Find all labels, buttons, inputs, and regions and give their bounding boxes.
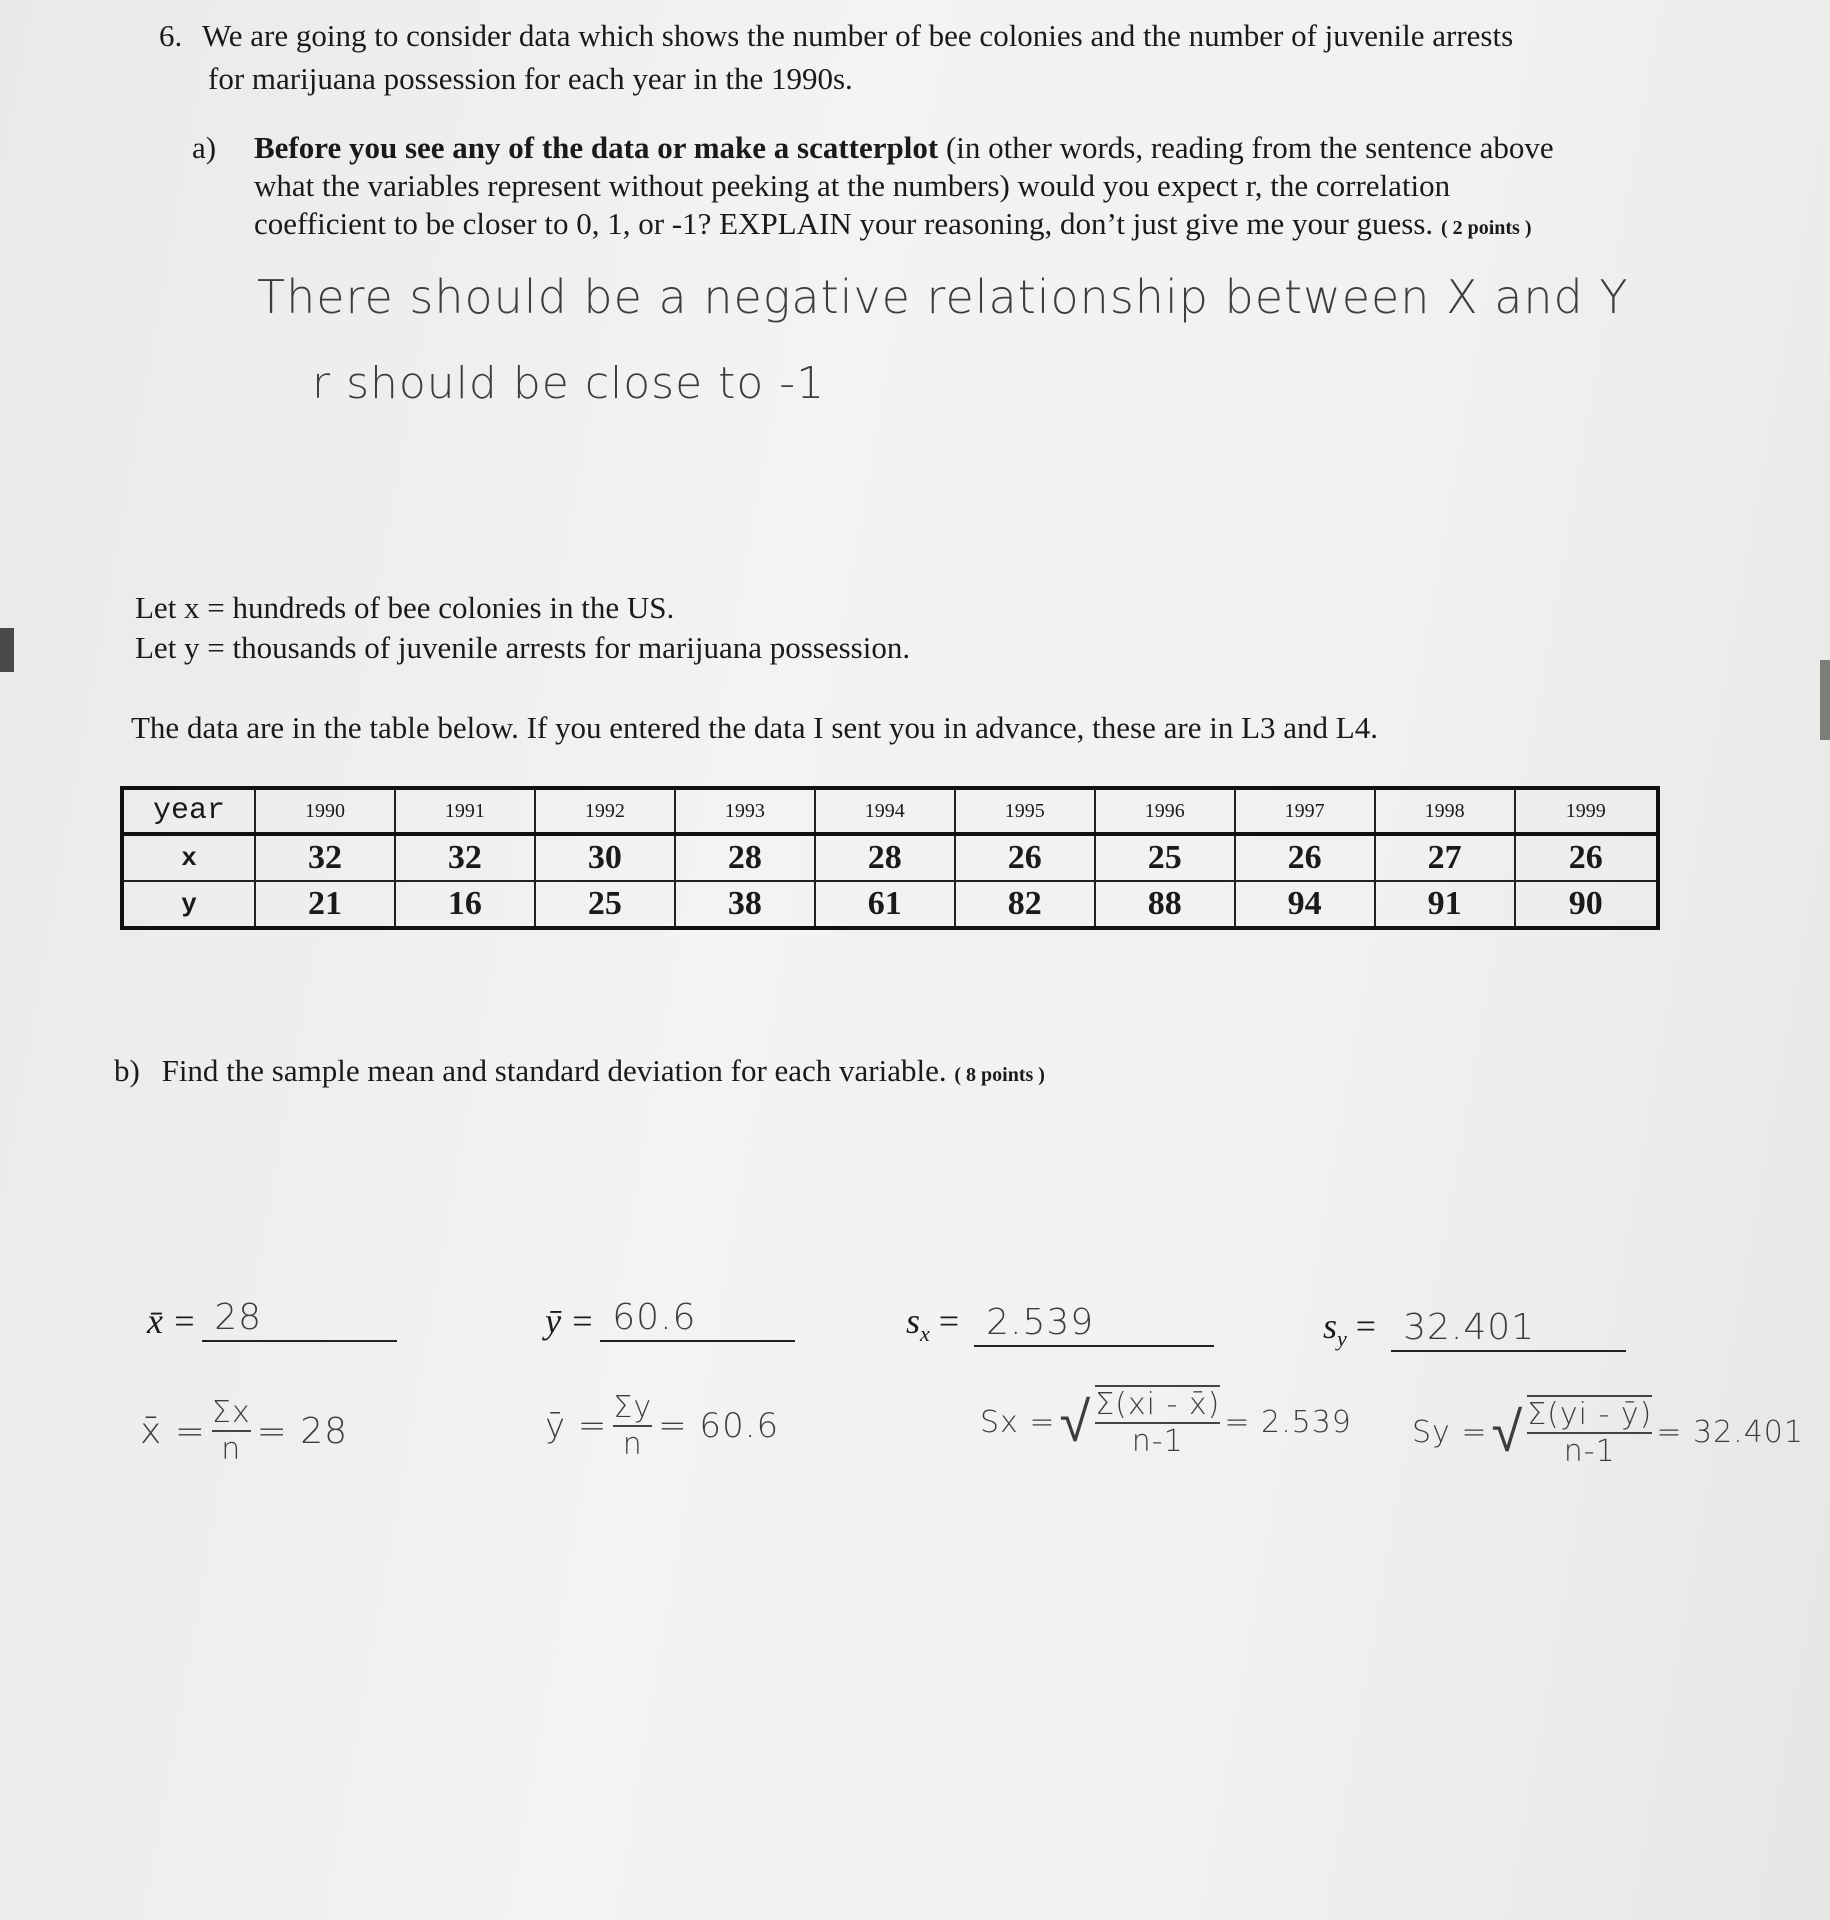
table-cell: 26 <box>1515 834 1658 881</box>
work-numerator: Σy <box>613 1390 653 1425</box>
work-denominator: n-1 <box>1563 1434 1616 1469</box>
handwritten-answer-line-2: r should be close to -1 <box>312 358 826 409</box>
table-cell: 82 <box>955 881 1095 928</box>
xbar-label: x̄ = <box>147 1301 197 1341</box>
work-lhs: Sy = <box>1412 1414 1488 1450</box>
table-cell: 88 <box>1095 881 1235 928</box>
table-cell: 1998 <box>1375 788 1515 834</box>
table-cell: 30 <box>535 834 675 881</box>
table-cell: 16 <box>395 881 535 928</box>
table-row-year <box>122 788 1658 834</box>
y-definition: Let y = thousands of juvenile arrests for marijuana possession. <box>135 630 911 665</box>
question-number: 6. <box>159 18 183 53</box>
table-cell: 32 <box>395 834 535 881</box>
sx-answer: 2.539 <box>986 1302 1095 1344</box>
sy-answer-field: $s_y$ = 32.401 <box>1323 1305 1626 1352</box>
table-cell: 1995 <box>955 788 1095 834</box>
table-cell: 28 <box>675 834 815 881</box>
table-cell: 1997 <box>1235 788 1375 834</box>
work-result: = 32.401 <box>1656 1414 1804 1450</box>
work-lhs: Sx = <box>980 1404 1056 1440</box>
work-result: = 2.539 <box>1224 1404 1352 1440</box>
part-a-points: ( 2 points ) <box>1440 217 1532 239</box>
ybar-answer-field <box>545 1297 795 1342</box>
table-cell: 26 <box>955 834 1095 881</box>
table-row-y <box>122 881 1658 928</box>
row-label: y <box>122 881 255 928</box>
part-b-text: Find the sample mean and standard deviation for each variable. <box>161 1053 947 1088</box>
work-denominator: n <box>622 1427 643 1462</box>
work-numerator: Σ(yi - ȳ) <box>1527 1397 1653 1432</box>
table-cell: 25 <box>535 881 675 928</box>
sx-label: s <box>906 1301 921 1341</box>
table-cell: 1994 <box>815 788 955 834</box>
work-numerator: Σ(xi - x̄) <box>1095 1387 1221 1422</box>
table-cell: 25 <box>1095 834 1235 881</box>
sx-answer-field: $s_x$ = 2.539 <box>906 1300 1214 1347</box>
part-a-text: coefficient to be closer to 0, 1, or -1? EXPLAIN your reasoning, don’t just give me your guess. <box>254 206 1434 241</box>
sqrt-icon: √ <box>1059 1390 1092 1455</box>
work-result: = 28 <box>256 1410 349 1452</box>
part-b-label: b) <box>114 1053 140 1088</box>
table-cell: 28 <box>815 834 955 881</box>
work-denominator: n <box>221 1432 242 1467</box>
sy-work <box>1412 1395 1804 1469</box>
sqrt-icon: √ <box>1491 1400 1524 1465</box>
question-line-2: for marijuana possession for each year in the 1990s. <box>208 61 853 96</box>
part-b-line <box>114 1053 1045 1089</box>
ybar-answer: 60.6 <box>612 1297 697 1338</box>
table-cell: 1991 <box>395 788 535 834</box>
table-cell: 1992 <box>535 788 675 834</box>
row-label: year <box>122 788 255 834</box>
xbar-answer-field <box>147 1297 397 1342</box>
part-a-line-1 <box>254 130 1554 166</box>
data-note: The data are in the table below. If you entered the data I sent you in advance, these are in L3 and L4. <box>131 710 1378 745</box>
work-denominator: n-1 <box>1131 1424 1184 1459</box>
photo-edge-shadow <box>0 628 14 672</box>
xbar-answer: 28 <box>214 1297 263 1338</box>
xbar-work <box>140 1395 348 1467</box>
data-table <box>120 786 1660 930</box>
part-b-points: ( 8 points ) <box>954 1064 1045 1086</box>
table-cell: 94 <box>1235 881 1375 928</box>
sx-work <box>980 1385 1352 1459</box>
table-cell: 38 <box>675 881 815 928</box>
table-cell: 1999 <box>1515 788 1658 834</box>
table-cell: 61 <box>815 881 955 928</box>
ybar-label: ȳ = <box>545 1301 595 1341</box>
sx-subscript: x <box>920 1321 930 1347</box>
question-text: We are going to consider data which shows the number of bee colonies and the number of juvenile arrests <box>202 18 1514 53</box>
handwritten-answer-line-1: There should be a negative relationship between X and Y <box>257 270 1629 324</box>
work-lhs: x̄ = <box>140 1410 206 1452</box>
part-a-line-3 <box>254 206 1532 242</box>
sy-answer: 32.401 <box>1403 1307 1536 1349</box>
table-cell: 1990 <box>255 788 395 834</box>
x-definition: Let x = hundreds of bee colonies in the US. <box>135 590 675 625</box>
table-cell: 32 <box>255 834 395 881</box>
work-result: = 60.6 <box>658 1406 780 1446</box>
question-line-1 <box>159 18 1513 54</box>
table-cell: 26 <box>1235 834 1375 881</box>
table-cell: 1993 <box>675 788 815 834</box>
table-row-x <box>122 834 1658 881</box>
table-cell: 91 <box>1375 881 1515 928</box>
part-a-text: (in other words, reading from the sentence above <box>938 130 1554 165</box>
ybar-work <box>545 1390 779 1462</box>
photo-edge-shadow <box>1820 660 1830 740</box>
work-numerator: Σx <box>211 1395 251 1430</box>
sy-subscript: y <box>1337 1326 1347 1352</box>
part-a-line-2: what the variables represent without peeking at the numbers) would you expect r, the correlation <box>254 168 1451 203</box>
table-cell: 21 <box>255 881 395 928</box>
sy-label: s <box>1323 1306 1338 1346</box>
part-a-label: a) <box>192 130 217 165</box>
table-cell: 1996 <box>1095 788 1235 834</box>
row-label: x <box>122 834 255 881</box>
table-cell: 90 <box>1515 881 1658 928</box>
work-lhs: ȳ = <box>545 1406 608 1446</box>
table-cell: 27 <box>1375 834 1515 881</box>
part-a-bold: Before you see any of the data or make a scatterplot <box>254 130 939 165</box>
